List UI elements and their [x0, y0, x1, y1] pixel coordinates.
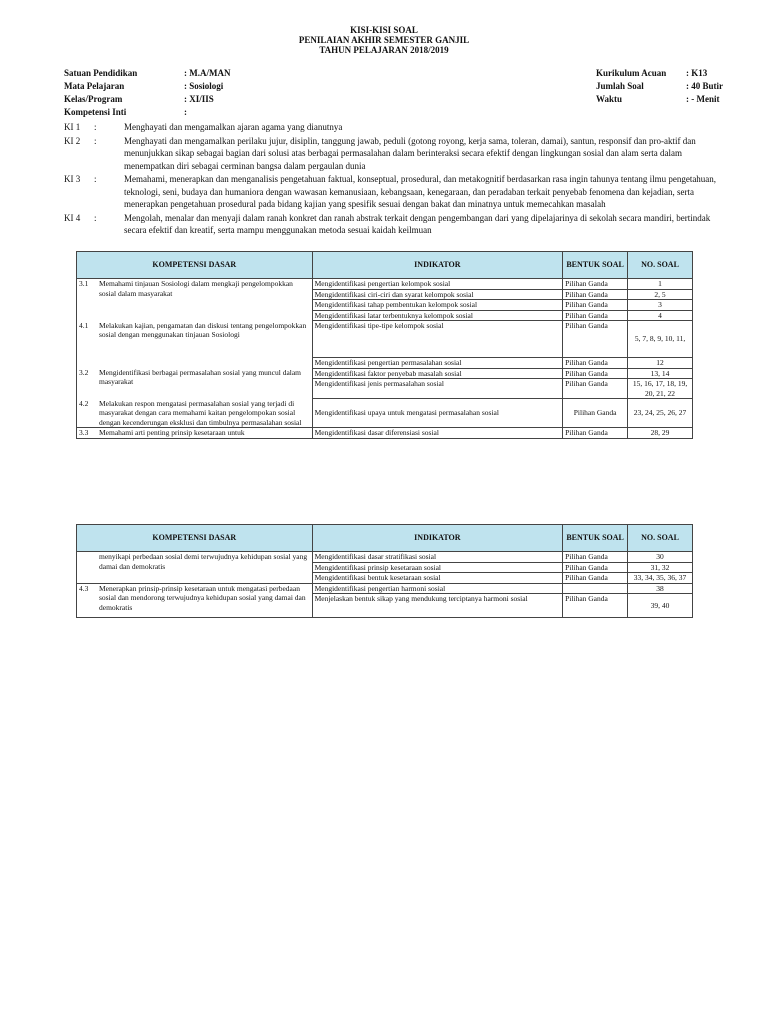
ki-text: Memahami, menerapkan dan menganalisis pengetahuan faktual, konseptual, prosedural, dan metakognitif berdasarkan rasa ingin tahunya tentang ilmu pengetahuan, teknologi, seni, budaya dan humaniora dengan wawasan kemanusiaan, kebangsaan, kenegaraan, dan peradaban terkait penyebab fenomena dan kejadian, serta menerapkan pengetahuan prosedural pada bidang kajian yang spesifik sesuai dengan bakat dan minatnya untuk memecahkan masalah [124, 174, 717, 209]
kd-code: 4.2 [79, 398, 89, 408]
indikator-cell: Mengidentifikasi tipe-tipe kelompok sosial [312, 321, 563, 358]
ki-text: Menghayati dan mengamalkan ajaran agama yang dianutnya [124, 122, 343, 132]
kd-cell [77, 399, 313, 428]
table-row [77, 583, 693, 594]
no-soal-cell: 15, 16, 17, 18, 19, 20, 21, 22 [628, 379, 693, 399]
ki-colon: : [94, 174, 97, 184]
table-header-row [77, 525, 693, 552]
meta-value: : M.A/MAN [184, 68, 231, 78]
kd-cell [77, 279, 313, 321]
bentuk-cell: Pilihan Ganda [563, 358, 628, 369]
no-soal-cell: 13, 14 [628, 368, 693, 379]
meta-value: : K13 [686, 68, 708, 78]
kd-text: Memahami arti penting prinsip kesetaraan untuk [99, 428, 245, 437]
ki-text: Menghayati dan mengamalkan perilaku jujur, disiplin, tanggung jawab, peduli (gotong royong, kerja sama, toleran, damai), santun, responsif dan pro-aktif dan menunjukkan sikap sebagai bagian dari solusi atas berbagai permasalahan dalam berinteraksi secara efektif dengan lingkungan sosial dan alam serta dalam menempatkan diri sebagai cerminan bangsa dalam pergaulan dunia [124, 135, 696, 171]
kd-code: 4.1 [79, 320, 89, 330]
kd-code: 3.3 [79, 428, 89, 437]
header-bentuk-soal: BENTUK SOAL [563, 525, 628, 552]
indikator-cell: Mengidentifikasi faktor penyebab masalah sosial [312, 368, 563, 379]
bentuk-cell: Pilihan Ganda [563, 379, 628, 399]
doc-subtitle: PENILAIAN AKHIR SEMESTER GANJIL [298, 35, 470, 45]
bentuk-cell: Pilihan Ganda [563, 552, 628, 563]
kd-text: Menerapkan prinsip-prinsip kesetaraan untuk mengatasi perbedaan sosial dan mendorong terwujudnya kehidupan sosial yang damai dan demokratis [99, 583, 306, 612]
no-soal-cell: 12 [628, 358, 693, 369]
meta-label: Waktu [596, 94, 623, 104]
kd-text: Melakukan kajian, pengamatan dan diskusi tentang pengelompokkan sosial dengan menggunakan tinjauan Sosiologi [99, 320, 307, 339]
indikator-cell: Menjelaskan bentuk sikap yang mendukung terciptanya harmoni sosial [312, 594, 563, 618]
kd-cell [77, 552, 313, 584]
meta-label: Satuan Pendidikan [64, 68, 138, 78]
ki-list [64, 121, 734, 238]
header-no-soal: NO. SOAL [628, 252, 693, 279]
meta-label: Kompetensi Inti [64, 107, 127, 117]
ki-number: KI 2 [64, 135, 81, 146]
bentuk-cell: Pilihan Ganda [563, 310, 628, 321]
header-kompetensi-dasar: KOMPETENSI DASAR [77, 525, 313, 552]
ki-item [64, 212, 734, 237]
bentuk-cell: Pilihan Ganda [563, 594, 628, 618]
bentuk-cell: Pilihan Ganda [563, 428, 628, 439]
kd-code: 3.1 [79, 279, 89, 288]
meta-value: : 40 Butir [686, 81, 723, 91]
ki-colon: : [94, 122, 97, 132]
bentuk-cell: Pilihan Ganda [563, 562, 628, 573]
kd-text: Melakukan respon mengatasi permasalahan sosial yang terjadi di masyarakat dengan cara memahami kaitan pengelompokan sosial dengan kecenderungan eksklusi dan timbulnya permasalahan sosial [99, 398, 302, 427]
indikator-cell: Mengidentifikasi pengertian permasalahan sosial [312, 358, 563, 369]
table-row [77, 552, 693, 563]
kd-cell [77, 358, 313, 399]
indikator-cell: Mengidentifikasi pengertian harmoni sosial [312, 583, 563, 594]
ki-item [64, 173, 734, 211]
no-soal-cell: 28, 29 [628, 428, 693, 439]
bentuk-cell: Pilihan Ganda [563, 289, 628, 300]
kisi-table-1 [76, 251, 693, 439]
header-kompetensi-dasar: KOMPETENSI DASAR [77, 252, 313, 279]
indikator-cell: Mengidentifikasi latar terbentuknya kelompok sosial [312, 310, 563, 321]
ki-number: KI 1 [64, 122, 81, 132]
meta-value: : [184, 107, 187, 117]
meta-value: : XI/IIS [184, 94, 214, 104]
header-no-soal: NO. SOAL [628, 525, 693, 552]
no-soal-cell: 4 [628, 310, 693, 321]
kd-cell [77, 428, 313, 439]
indikator-cell: Mengidentifikasi bentuk kesetaraan sosial [312, 573, 563, 584]
indikator-cell: Mengidentifikasi dasar diferensiasi sosial [312, 428, 563, 439]
meta-label: Kurikulum Acuan [596, 68, 667, 78]
indikator-cell: Mengidentifikasi jenis permasalahan sosial [312, 379, 563, 399]
kd-code: 4.3 [79, 583, 89, 593]
meta-right [596, 67, 723, 106]
meta-value: : Sosiologi [184, 81, 224, 91]
doc-title: KISI-KISI SOAL [350, 25, 418, 35]
meta-value: : - Menit [686, 94, 720, 104]
bentuk-cell [563, 583, 628, 594]
no-soal-cell: 3 [628, 300, 693, 311]
ki-item [64, 121, 734, 134]
header-bentuk-soal: BENTUK SOAL [563, 252, 628, 279]
header-indikator: INDIKATOR [312, 252, 563, 279]
no-soal-cell: 5, 7, 8, 9, 10, 11, [628, 321, 693, 358]
table-header-row [77, 252, 693, 279]
indikator-cell: Mengidentifikasi prinsip kesetaraan sosial [312, 562, 563, 573]
indikator-cell: Mengidentifikasi ciri-ciri dan syarat kelompok sosial [312, 289, 563, 300]
indikator-cell: Mengidentifikasi tahap pembentukan kelompok sosial [312, 300, 563, 311]
no-soal-cell: 38 [628, 583, 693, 594]
bentuk-cell: Pilihan Ganda [563, 573, 628, 584]
kd-text: Memahami tinjauan Sosiologi dalam mengkaji pengelompokkan sosial dalam masyarakat [99, 279, 293, 298]
bentuk-cell: Pilihan Ganda [563, 399, 628, 428]
no-soal-cell: 31, 32 [628, 562, 693, 573]
table-row [77, 279, 693, 290]
bentuk-cell: Pilihan Ganda [563, 300, 628, 311]
kd-text: Mengidentifikasi berbagai permasalahan sosial yang muncul dalam masyarakat [99, 367, 302, 386]
kd-text: menyikapi perbedaan sosial demi terwujudnya kehidupan sosial yang damai dan demokratis [99, 552, 308, 571]
table-row [77, 358, 693, 369]
no-soal-cell: 1 [628, 279, 693, 290]
no-soal-cell: 23, 24, 25, 26, 27 [628, 399, 693, 428]
ki-colon: : [94, 135, 97, 146]
ki-number: KI 3 [64, 174, 81, 184]
no-soal-cell: 39, 40 [628, 594, 693, 618]
indikator-cell: Mengidentifikasi pengertian kelompok sosial [312, 279, 563, 290]
kisi-table-2 [76, 524, 693, 618]
ki-colon: : [94, 212, 97, 223]
bentuk-cell: Pilihan Ganda [563, 321, 628, 358]
table-row [77, 428, 693, 439]
meta-left [64, 67, 231, 119]
ki-text: Mengolah, menalar dan menyaji dalam ranah konkret dan ranah abstrak terkait dengan pengembangan dari yang dipelajarinya di sekolah secara mandiri, bertindak secara efektif dan kreatif, serta mampu menggunakan metoda sesuai kaidah keilmuan [124, 212, 711, 235]
no-soal-cell: 33, 34, 35, 36, 37 [628, 573, 693, 584]
kd-cell [77, 321, 313, 358]
meta-label: Kelas/Program [64, 94, 123, 104]
no-soal-cell: 30 [628, 552, 693, 563]
header-indikator: INDIKATOR [312, 525, 563, 552]
meta-label: Mata Pelajaran [64, 81, 125, 91]
ki-item [64, 135, 734, 173]
meta-label: Jumlah Soal [596, 81, 644, 91]
indikator-cell: Mengidentifikasi upaya untuk mengatasi permasalahan sosial [312, 399, 563, 428]
ki-number: KI 4 [64, 212, 81, 223]
table-row [77, 399, 693, 428]
bentuk-cell: Pilihan Ganda [563, 279, 628, 290]
kd-cell [77, 583, 313, 618]
kd-code: 3.2 [79, 367, 89, 377]
bentuk-cell: Pilihan Ganda [563, 368, 628, 379]
table-row [77, 321, 693, 358]
no-soal-cell: 2, 5 [628, 289, 693, 300]
indikator-cell: Mengidentifikasi dasar stratifikasi sosial [312, 552, 563, 563]
doc-year: TAHUN PELAJARAN 2018/2019 [319, 45, 449, 55]
